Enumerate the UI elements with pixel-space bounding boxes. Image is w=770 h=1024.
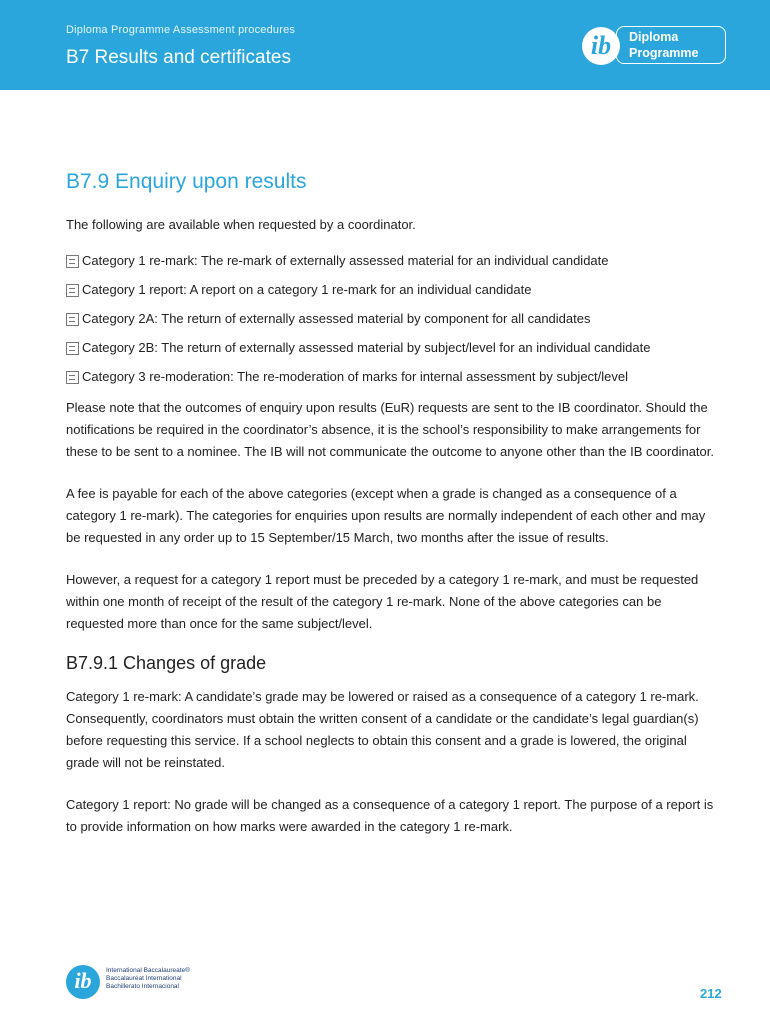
list-item — [66, 310, 716, 328]
document-bullet-icon — [66, 284, 79, 297]
list-item — [66, 368, 716, 386]
logo-line-1: Diploma — [629, 30, 679, 44]
logo-programme-box — [616, 26, 726, 64]
org-name-es: Bachillerato Internacional — [106, 983, 179, 990]
ib-logo-icon — [582, 27, 620, 65]
report-grade-paragraph: Category 1 report: No grade will be changed as a consequence of a category 1 report. The purpose of a report is to provide information on how marks were awarded in the category 1 re-mark. — [66, 797, 714, 834]
document-bullet-icon — [66, 313, 79, 326]
category-label: Category 1 re-mark: The re-mark of externally assessed material for an individual candidate — [82, 253, 609, 268]
ib-organisation-logo — [66, 965, 206, 999]
subsection-title: B7.9.1 Changes of grade — [66, 653, 267, 673]
page-header — [0, 0, 770, 90]
document-bullet-icon — [66, 255, 79, 268]
org-name-en: International Baccalaureate® — [106, 967, 190, 974]
category-label: Category 1 report: A report on a category 1 re-mark for an individual candidate — [82, 282, 532, 297]
list-item — [66, 339, 716, 357]
logo-line-2: Programme — [629, 46, 699, 60]
category-label: Category 3 re-moderation: The re-moderation of marks for internal assessment by subject/level — [82, 369, 629, 384]
page-number: 212 — [700, 986, 722, 1001]
eur-outcomes-paragraph: Please note that the outcomes of enquiry upon results (EuR) requests are sent to the IB coordinator. Should the notifications be required in the coordinator’s absence, it is the school’s responsibility to make arrangements for these to be sent to a nominee. The IB will not communicate the outcome to anyone other than the IB coordinator. — [66, 400, 714, 459]
remark-grade-paragraph: Category 1 re-mark: A candidate’s grade may be lowered or raised as a consequence of a category 1 re-mark. Consequently, coordinators must obtain the written consent of a candidate or the candidate’s legal guardian(s) before requesting this service. If a school neglects to obtain this consent and a grade is lowered, the original grade will not be reinstated. — [66, 689, 699, 770]
list-item — [66, 252, 716, 270]
org-names — [106, 967, 190, 991]
category-label: Category 2B: The return of externally assessed material by subject/level for an individual candidate — [82, 340, 651, 355]
ib-logo-icon — [66, 965, 100, 999]
chapter-title: B7 Results and certificates — [66, 47, 291, 68]
category-label: Category 2A: The return of externally assessed material by component for all candidates — [82, 311, 591, 326]
breadcrumb: Diploma Programme Assessment procedures — [66, 24, 296, 36]
section-title: B7.9 Enquiry upon results — [66, 170, 307, 193]
report-request-paragraph: However, a request for a category 1 report must be preceded by a category 1 re-mark, and must be requested within one month of receipt of the result of the category 1 re-mark. None of the above categories can be requested more than once for the same subject/level. — [66, 572, 699, 631]
ib-logo-mark: ib — [590, 31, 612, 60]
main-content — [66, 170, 716, 838]
ib-diploma-logo — [582, 26, 728, 66]
document-bullet-icon — [66, 342, 79, 355]
category-list — [66, 252, 716, 386]
org-name-fr: Baccalauréat International — [106, 975, 182, 982]
document-bullet-icon — [66, 371, 79, 384]
section-intro: The following are available when requested by a coordinator. — [66, 217, 416, 232]
fee-paragraph: A fee is payable for each of the above categories (except when a grade is changed as a consequence of a category 1 re-mark). The categories for enquiries upon results are normally independent of each other and may be requested in any order up to 15 September/15 March, two months after the issue of results. — [66, 486, 706, 545]
list-item — [66, 281, 716, 299]
ib-logo-mark: ib — [74, 968, 92, 993]
